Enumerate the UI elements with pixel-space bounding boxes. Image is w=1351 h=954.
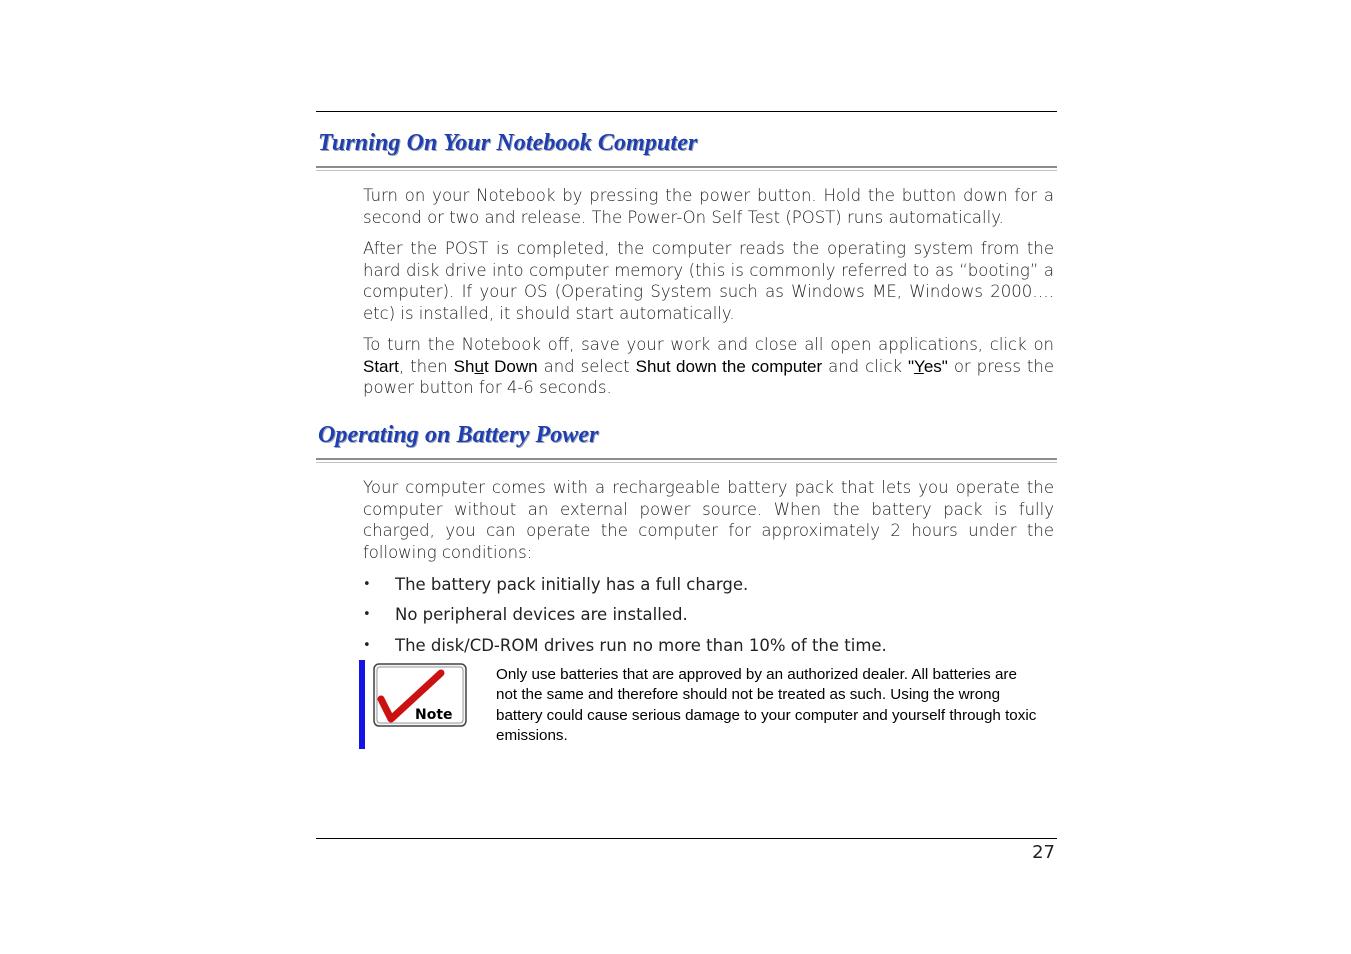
yes-ref: "Yes": [908, 356, 948, 376]
note-checkmark-icon: [373, 663, 467, 727]
bullet-icon: •: [363, 577, 371, 592]
section-heading-battery-power: Operating on Battery Power: [318, 422, 599, 448]
note-text: Only use batteries that are approved by an authorized dealer. All batteries are not the same and therefore should not be treated as such. Using the wrong battery could cause serious damage to your computer and yourself through toxic emissions.: [496, 666, 1037, 745]
bottom-rule: [316, 838, 1057, 839]
paragraph-turn-off: To turn the Notebook off, save your work and close all open applications, click on Start, then Shut Down and select Shut down the computer and click "Yes" or press the power button for 4-6 seconds.: [363, 335, 1054, 398]
paragraph-power-on: Turn on your Notebook by pressing the power button. Hold the button down for a second or two and release. The Power-On Self Test (POST) runs automatically.: [363, 186, 1054, 227]
paragraph-battery-intro: Your computer comes with a rechargeable battery pack that lets you operate the computer without an external power source. When the battery pack is fully charged, you can operate the computer for approximately 2 hours under the following conditions:: [363, 478, 1054, 563]
paragraph-post-boot: After the POST is completed, the computer reads the operating system from the hard disk drive into computer memory (this is commonly referred to as “booting” a computer). If your OS (Operating System such as Windows ME, Windows 2000…. etc) is installed, it should start automatically.: [363, 239, 1054, 324]
top-rule: [316, 111, 1057, 112]
heading-underline: [316, 458, 1057, 463]
page-number: 27: [1032, 842, 1055, 863]
section-heading-turning-on: Turning On Your Notebook Computer: [318, 130, 698, 156]
note-icon-label: Note: [415, 707, 453, 723]
heading-underline: [316, 166, 1057, 171]
shut-down-computer-ref: Shut down the computer: [635, 356, 823, 376]
shut-down-ref: Shut Down: [453, 356, 538, 376]
bullet-icon: •: [363, 607, 371, 622]
bullet-icon: •: [363, 638, 371, 653]
note-side-bar: [359, 660, 365, 749]
start-menu-ref: Start: [363, 356, 399, 376]
